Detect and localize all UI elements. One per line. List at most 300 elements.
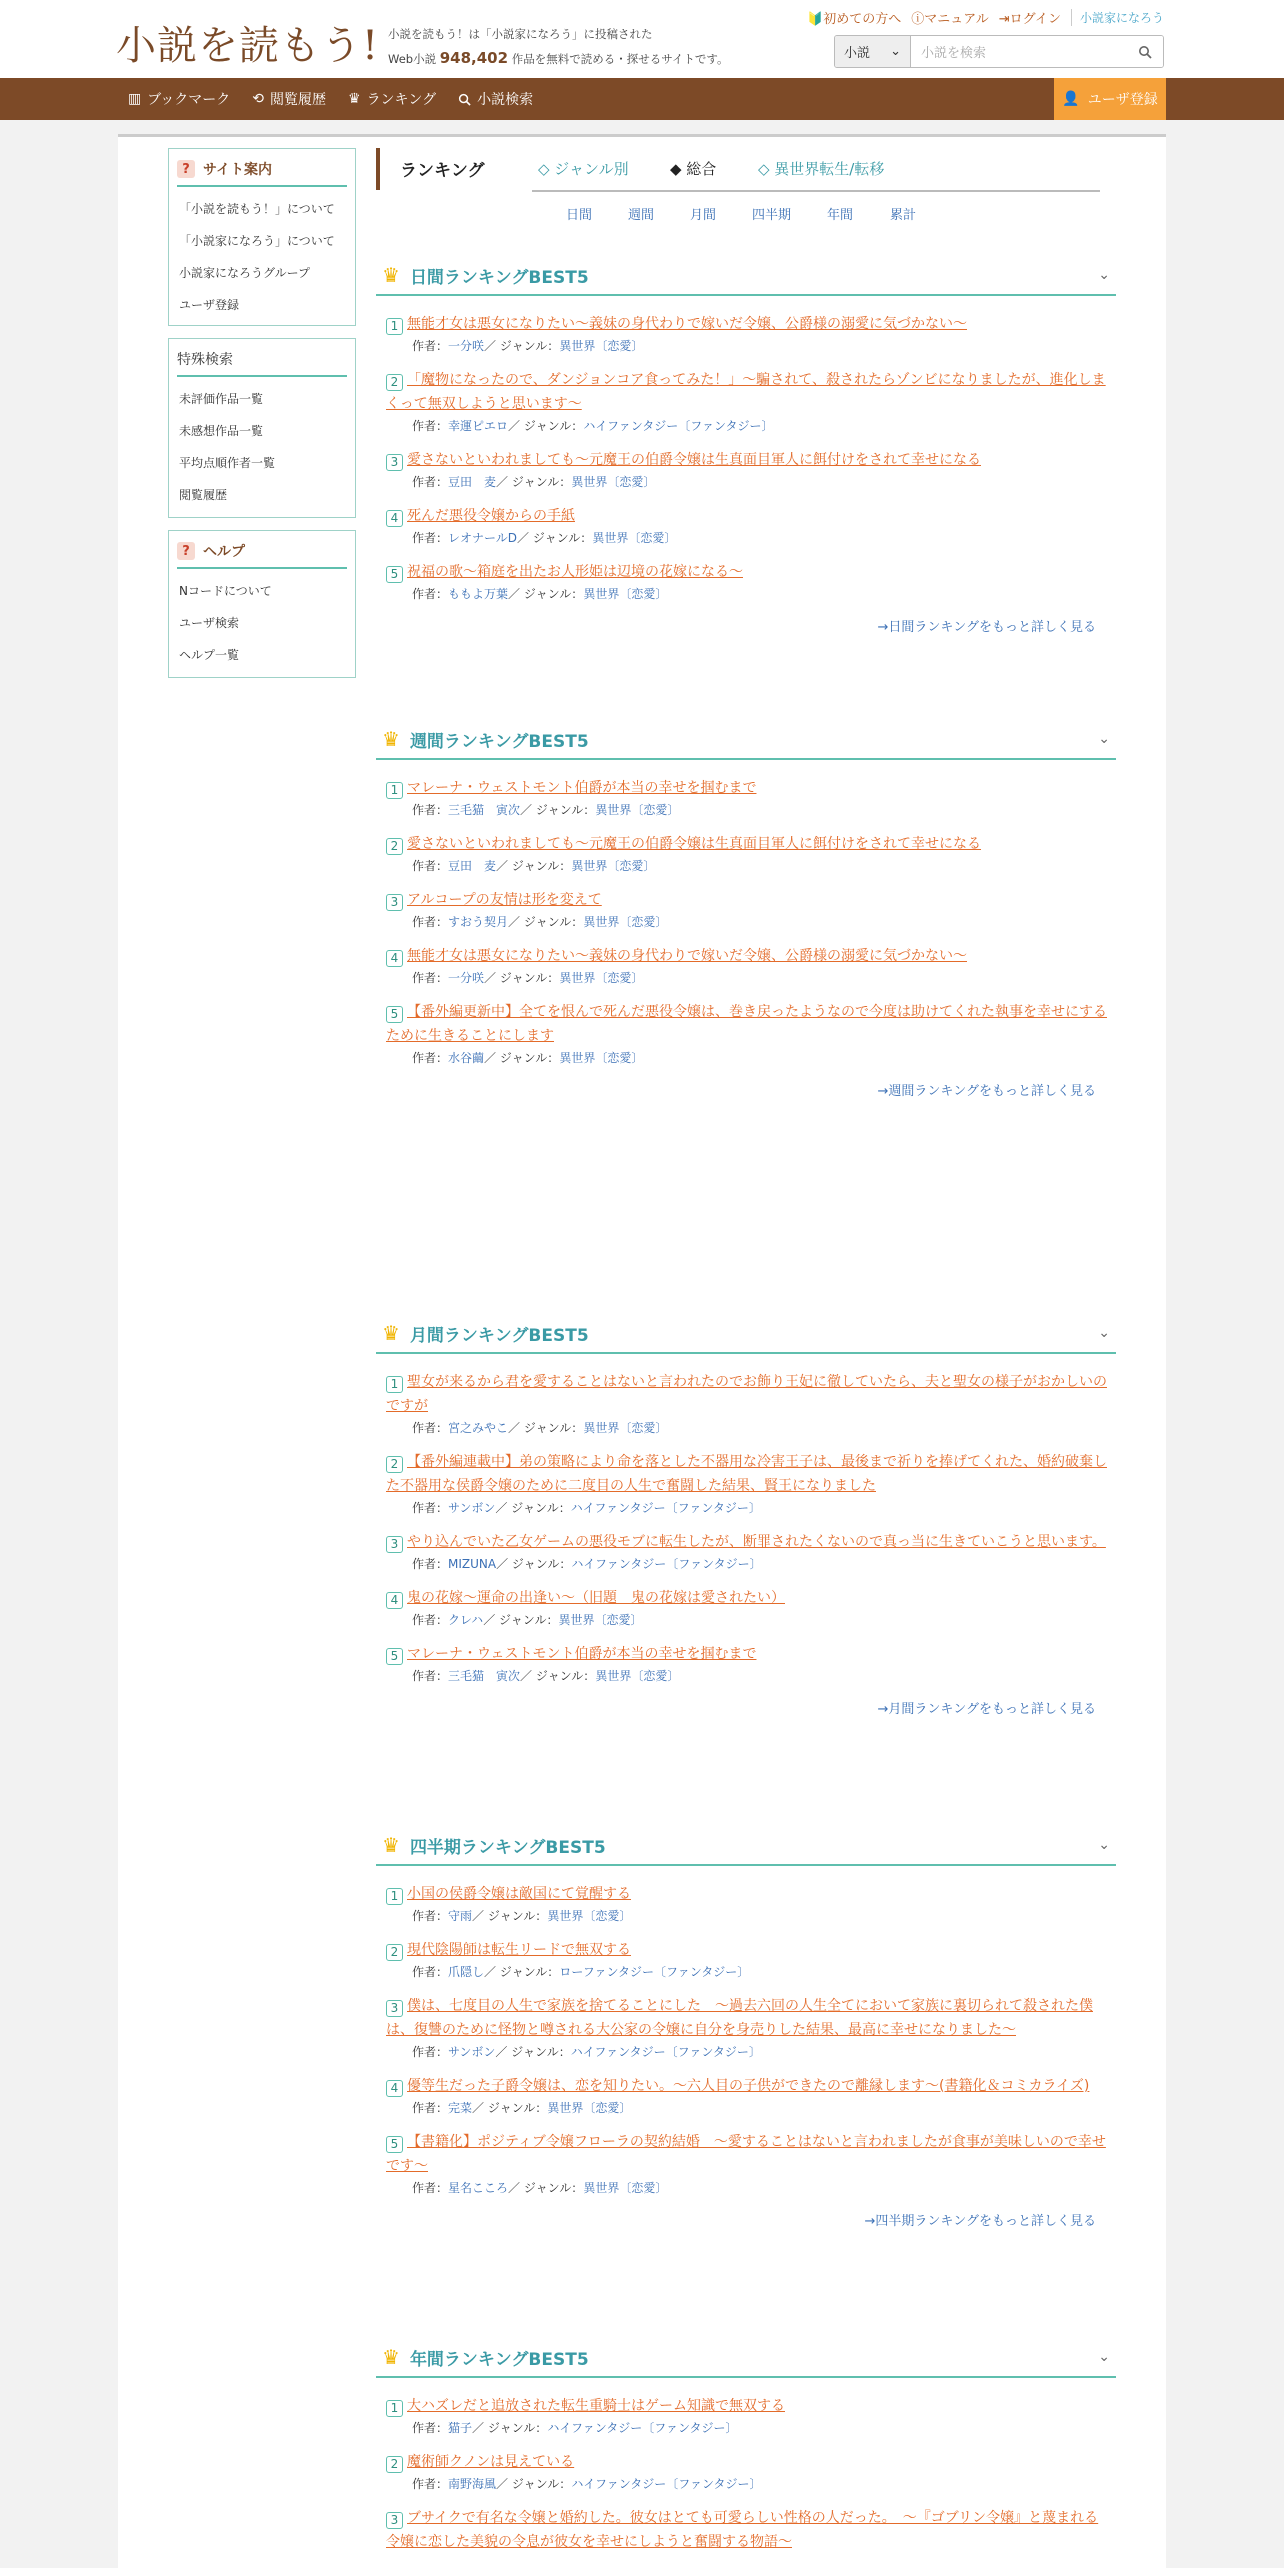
entry-title-line bbox=[386, 1586, 1108, 1610]
entry-list bbox=[376, 296, 1116, 604]
list-item bbox=[386, 1530, 1108, 1574]
entry-title-line bbox=[386, 504, 1108, 528]
entry-title-line bbox=[386, 1530, 1108, 1554]
author-link[interactable]: レオナールD bbox=[448, 531, 518, 545]
author-link[interactable]: すおう契月 bbox=[448, 915, 509, 929]
section-header[interactable] bbox=[376, 1826, 1116, 1866]
rank-number: 1 bbox=[386, 782, 403, 799]
rank-number: 1 bbox=[386, 2400, 403, 2417]
genre-link[interactable]: 異世界〔恋愛〕 bbox=[571, 475, 656, 489]
rank-number: 2 bbox=[386, 1944, 403, 1961]
genre-label: ／ ジャンル： bbox=[496, 2477, 572, 2491]
sidebar-heading: 特殊検索 bbox=[177, 349, 347, 377]
entry-title-line bbox=[386, 448, 1108, 472]
search-type-select[interactable]: 小説 ⌄ bbox=[835, 36, 911, 67]
rank-number: 3 bbox=[386, 2512, 403, 2529]
list-item bbox=[386, 1642, 1108, 1686]
genre-link[interactable]: ハイファンタジー〔ファンタジー〕 bbox=[583, 419, 774, 433]
entry-list bbox=[376, 2378, 1116, 2554]
sidebar-item[interactable]: 小説家になろうグループ bbox=[179, 266, 311, 280]
genre-link[interactable]: ハイファンタジー〔ファンタジー〕 bbox=[570, 2045, 761, 2059]
history-icon: ⟲ bbox=[252, 91, 264, 107]
section-title: 月間ランキングBEST5 bbox=[409, 1325, 589, 1346]
list-item bbox=[386, 2394, 1108, 2438]
genre-link[interactable]: ハイファンタジー〔ファンタジー〕 bbox=[571, 2477, 762, 2491]
entry-title-line bbox=[386, 2450, 1108, 2474]
section-title: 日間ランキングBEST5 bbox=[409, 267, 589, 288]
sidebar-item[interactable]: 閲覧履歴 bbox=[179, 488, 228, 502]
rank-number: 3 bbox=[386, 454, 403, 471]
entry-title-line bbox=[386, 1938, 1108, 1962]
rank-number: 4 bbox=[386, 1592, 403, 1609]
genre-link[interactable]: ハイファンタジー〔ファンタジー〕 bbox=[571, 1557, 762, 1571]
search-icon bbox=[458, 93, 471, 106]
genre-link[interactable]: 異世界〔恋愛〕 bbox=[558, 1613, 643, 1627]
author-label: 作者： bbox=[412, 2045, 449, 2059]
top-links bbox=[807, 8, 1164, 27]
genre-label: ／ ジャンル： bbox=[483, 1613, 559, 1627]
list-item bbox=[386, 1882, 1108, 1926]
genre-label: ／ ジャンル： bbox=[517, 531, 593, 545]
list-item bbox=[386, 888, 1108, 932]
novel-title-link[interactable]: 【番外編更新中】全てを恨んで死んだ悪役令嬢は、巻き戻ったようなので今度は助けてくれた執事を幸せにするために生きることにします bbox=[386, 1004, 1107, 1044]
more-link[interactable]: →四半期ランキングをもっと詳しく見る bbox=[864, 2214, 1096, 2229]
genre-label: ／ ジャンル： bbox=[472, 2101, 548, 2115]
genre-label: ／ ジャンル： bbox=[484, 971, 560, 985]
list-item bbox=[386, 944, 1108, 988]
section-header[interactable] bbox=[376, 2338, 1116, 2378]
search-button[interactable] bbox=[1127, 36, 1163, 67]
novel-title-link[interactable]: 魔術師クノンは見えている bbox=[407, 2454, 575, 2470]
sidebar-item[interactable]: ユーザ検索 bbox=[179, 616, 240, 630]
author-label: 作者： bbox=[412, 915, 449, 929]
novel-title-link[interactable]: マレーナ・ウェストモント伯爵が本当の幸せを掴むまで bbox=[407, 1646, 757, 1662]
chevron-down-icon[interactable]: ⌄ bbox=[1098, 1325, 1110, 1341]
rank-number: 2 bbox=[386, 1456, 403, 1473]
sidebar-item[interactable]: 「小説を読もう！」について bbox=[179, 202, 335, 216]
novel-title-link[interactable]: 聖女が来るから君を愛することはないと言われたのでお飾り王妃に徹していたら、夫と聖女の様子がおかしいのですが bbox=[386, 1374, 1107, 1414]
author-link[interactable]: 爪隠し bbox=[448, 1965, 485, 1979]
bookmark-icon: ▥ bbox=[128, 91, 142, 107]
period-monthly[interactable]: 月間 bbox=[690, 208, 717, 223]
search-bar bbox=[834, 35, 1164, 68]
rank-number: 1 bbox=[386, 1888, 403, 1905]
author-label: 作者： bbox=[412, 1501, 449, 1515]
novel-title-link[interactable]: 現代陰陽師は転生リードで無双する bbox=[407, 1942, 631, 1958]
author-link[interactable]: 猫子 bbox=[448, 2421, 473, 2435]
site-logo[interactable]: 小説を読もう! bbox=[116, 23, 380, 69]
section-title-wrap bbox=[382, 727, 589, 752]
author-label: 作者： bbox=[412, 475, 449, 489]
tab-isekai[interactable]: ◇ 異世界転生/転移 bbox=[758, 160, 885, 178]
author-link[interactable]: 完菜 bbox=[448, 2101, 473, 2115]
author-link[interactable]: サンボン bbox=[448, 1501, 496, 1515]
rank-number: 3 bbox=[386, 1536, 403, 1553]
genre-label: ／ ジャンル： bbox=[484, 1051, 560, 1065]
entry-meta bbox=[386, 1906, 1108, 1926]
entry-meta bbox=[386, 1498, 1108, 1518]
tab-overall[interactable]: ◆ 総合 bbox=[670, 160, 717, 178]
entry-meta bbox=[386, 528, 1108, 548]
entry-meta bbox=[386, 800, 1108, 820]
period-tabs bbox=[376, 204, 1116, 224]
rank-number: 3 bbox=[386, 2000, 403, 2017]
entry-title-line bbox=[386, 1450, 1108, 1498]
crown-icon: ♛ bbox=[382, 263, 400, 287]
genre-link[interactable]: 異世界〔恋愛〕 bbox=[583, 587, 668, 601]
author-label: 作者： bbox=[412, 2181, 449, 2195]
genre-link[interactable]: 異世界〔恋愛〕 bbox=[595, 1669, 680, 1683]
genre-link[interactable]: ローファンタジー〔ファンタジー〕 bbox=[559, 1965, 750, 1979]
section-header[interactable] bbox=[376, 256, 1116, 296]
genre-label: ／ ジャンル： bbox=[520, 1669, 596, 1683]
chevron-down-icon[interactable]: ⌄ bbox=[1098, 1837, 1110, 1853]
entry-meta bbox=[386, 856, 1108, 876]
beginner-link[interactable]: 🔰初めての方へ bbox=[807, 12, 902, 27]
period-quarterly[interactable]: 四半期 bbox=[752, 208, 792, 223]
novel-title-link[interactable]: アルコープの友情は形を変えて bbox=[407, 892, 602, 908]
entry-meta bbox=[386, 2098, 1108, 2118]
sidebar-item[interactable]: ユーザ登録 bbox=[179, 298, 240, 312]
rank-number: 1 bbox=[386, 1376, 403, 1393]
entry-title-line bbox=[386, 560, 1108, 584]
genre-link[interactable]: 異世界〔恋愛〕 bbox=[595, 803, 680, 817]
genre-label: ／ ジャンル： bbox=[495, 1501, 571, 1515]
register-button[interactable]: 👤 ユーザ登録 bbox=[1054, 78, 1166, 120]
novel-title-link[interactable]: 大ハズレだと追放された転生重騎士はゲーム知識で無双する bbox=[407, 2398, 785, 2414]
novel-title-link[interactable]: 小国の侯爵令嬢は敵国にて覚醒する bbox=[407, 1886, 631, 1902]
author-label: 作者： bbox=[412, 419, 449, 433]
author-label: 作者： bbox=[412, 2101, 449, 2115]
ranking-tabs bbox=[376, 148, 1096, 190]
author-label: 作者： bbox=[412, 1557, 449, 1571]
list-item bbox=[386, 504, 1108, 548]
more-link[interactable]: →日間ランキングをもっと詳しく見る bbox=[877, 620, 1096, 635]
section-title: 週間ランキングBEST5 bbox=[409, 731, 589, 752]
author-link[interactable]: 宮之みやこ bbox=[448, 1421, 509, 1435]
genre-label: ／ ジャンル： bbox=[508, 2181, 584, 2195]
list-item bbox=[386, 2130, 1108, 2198]
desc-line1: 小説を読もう！は「小説家になろう」に投稿された bbox=[388, 27, 653, 41]
genre-link[interactable]: 異世界〔恋愛〕 bbox=[547, 1909, 632, 1923]
rank-number: 4 bbox=[386, 510, 403, 527]
novel-title-link[interactable]: マレーナ・ウェストモント伯爵が本当の幸せを掴むまで bbox=[407, 780, 757, 796]
entry-meta bbox=[386, 336, 1108, 356]
search-input[interactable]: 小説を検索 bbox=[911, 36, 1127, 67]
author-link[interactable]: 一分咲 bbox=[448, 339, 485, 353]
author-label: 作者： bbox=[412, 339, 449, 353]
entry-title-line bbox=[386, 368, 1108, 416]
chevron-down-icon[interactable]: ⌄ bbox=[1098, 267, 1110, 283]
help-icon: ? bbox=[177, 160, 195, 178]
list-item bbox=[386, 2074, 1108, 2118]
genre-link[interactable]: ハイファンタジー〔ファンタジー〕 bbox=[570, 1501, 761, 1515]
entry-meta bbox=[386, 472, 1108, 492]
rank-number: 4 bbox=[386, 2080, 403, 2097]
entry-meta bbox=[386, 912, 1108, 932]
genre-link[interactable]: 異世界〔恋愛〕 bbox=[583, 2181, 668, 2195]
nav-search[interactable]: 小説検索 bbox=[458, 89, 533, 109]
entry-meta bbox=[386, 1610, 1108, 1630]
entry-title-line bbox=[386, 312, 1108, 336]
genre-link[interactable]: 異世界〔恋愛〕 bbox=[583, 915, 668, 929]
more-link[interactable]: →月間ランキングをもっと詳しく見る bbox=[877, 1702, 1096, 1717]
sidebar-item[interactable]: 未評価作品一覧 bbox=[179, 392, 264, 406]
list-item bbox=[386, 1450, 1108, 1518]
entry-meta bbox=[386, 1962, 1108, 1982]
entry-meta bbox=[386, 1666, 1108, 1686]
author-link[interactable]: 星名こころ bbox=[448, 2181, 509, 2195]
main-nav bbox=[0, 78, 1284, 120]
user-icon: 👤 bbox=[1062, 91, 1080, 107]
entry-title-line bbox=[386, 1370, 1108, 1418]
rank-number: 5 bbox=[386, 2136, 403, 2153]
genre-label: ／ ジャンル： bbox=[496, 475, 572, 489]
genre-link[interactable]: 異世界〔恋愛〕 bbox=[559, 1051, 644, 1065]
novel-title-link[interactable]: 優等生だった子爵令嬢は、恋を知りたい。～六人目の子供ができたので離縁します～(書籍化＆コミカライズ) bbox=[407, 2078, 1090, 2094]
author-label: 作者： bbox=[412, 1051, 449, 1065]
list-item bbox=[386, 2506, 1108, 2554]
author-link[interactable]: 南野海風 bbox=[448, 2477, 497, 2491]
entry-title-line bbox=[386, 832, 1108, 856]
sidebar-help bbox=[168, 530, 356, 678]
rank-number: 5 bbox=[386, 1006, 403, 1023]
novel-title-link[interactable]: ブサイクで有名な令嬢と婚約した。彼女はとても可愛らしい性格の人だった。 ～『ゴブリン令嬢』と蔑まれる令嬢に恋した美貌の令息が彼女を幸せにしようと奮闘する物語～ bbox=[386, 2510, 1099, 2550]
entry-title-line bbox=[386, 2394, 1108, 2418]
author-link[interactable]: 幸運ピエロ bbox=[448, 419, 509, 433]
entry-list bbox=[376, 1866, 1116, 2198]
genre-label: ／ ジャンル： bbox=[508, 1421, 584, 1435]
entry-title-line bbox=[386, 1642, 1108, 1666]
genre-label: ／ ジャンル： bbox=[484, 339, 560, 353]
genre-label: ／ ジャンル： bbox=[508, 419, 584, 433]
novel-title-link[interactable]: 無能才女は悪女になりたい～義妹の身代わりで嫁いだ令嬢、公爵様の溺愛に気づかない～ bbox=[407, 316, 967, 332]
novel-title-link[interactable]: 鬼の花嫁～運命の出逢い～（旧題 鬼の花嫁は愛されたい） bbox=[407, 1590, 785, 1606]
entry-meta bbox=[386, 1048, 1108, 1068]
genre-link[interactable]: 異世界〔恋愛〕 bbox=[571, 859, 656, 873]
chevron-down-icon[interactable]: ⌄ bbox=[1098, 2349, 1110, 2365]
author-label: 作者： bbox=[412, 1909, 449, 1923]
author-label: 作者： bbox=[412, 803, 449, 817]
entry-title-line bbox=[386, 1000, 1108, 1048]
genre-label: ／ ジャンル： bbox=[484, 1965, 560, 1979]
help-icon: ? bbox=[177, 542, 195, 560]
ranking-section bbox=[376, 256, 1116, 635]
author-label: 作者： bbox=[412, 587, 449, 601]
desc-line2: Web小説 948,402 作品を無料で読める・探せるサイトです。 bbox=[388, 49, 729, 67]
entry-meta bbox=[386, 2178, 1108, 2198]
list-item bbox=[386, 1370, 1108, 1438]
sidebar-item[interactable]: Nコードについて bbox=[179, 584, 272, 598]
genre-label: ／ ジャンル： bbox=[495, 2045, 571, 2059]
entry-title-line bbox=[386, 2074, 1108, 2098]
author-link[interactable]: 一分咲 bbox=[448, 971, 485, 985]
section-title-wrap bbox=[382, 263, 589, 288]
entry-title-line bbox=[386, 1994, 1108, 2042]
section-header[interactable] bbox=[376, 720, 1116, 760]
novel-title-link[interactable]: 【番外編連載中】弟の策略により命を落とした不器用な冷害王子は、最後まで祈りを捧げてくれた、婚約破棄した不器用な侯爵令嬢のために二度目の人生で奮闘した結果、賢王になりました bbox=[386, 1454, 1107, 1494]
author-label: 作者： bbox=[412, 2477, 449, 2491]
author-link[interactable]: 守雨 bbox=[448, 1909, 473, 1923]
entry-meta bbox=[386, 1554, 1108, 1574]
work-count: 948,402 bbox=[439, 49, 509, 67]
period-total[interactable]: 累計 bbox=[890, 208, 917, 223]
site-header bbox=[0, 0, 1284, 78]
manual-link[interactable]: ⓘマニュアル bbox=[911, 12, 989, 27]
genre-link[interactable]: ハイファンタジー〔ファンタジー〕 bbox=[547, 2421, 738, 2435]
author-label: 作者： bbox=[412, 1613, 449, 1627]
genre-label: ／ ジャンル： bbox=[472, 1909, 548, 1923]
author-label: 作者： bbox=[412, 1965, 449, 1979]
entry-list bbox=[376, 1354, 1116, 1686]
entry-meta bbox=[386, 2474, 1108, 2494]
author-link[interactable]: MIZUNA bbox=[448, 1557, 497, 1571]
genre-label: ／ ジャンル： bbox=[496, 1557, 572, 1571]
rank-number: 1 bbox=[386, 318, 403, 335]
rank-number: 3 bbox=[386, 894, 403, 911]
sidebar-heading: ? サイト案内 bbox=[177, 159, 347, 187]
novel-title-link[interactable]: 死んだ悪役令嬢からの手紙 bbox=[407, 508, 575, 524]
novel-title-link[interactable]: 「魔物になったので、ダンジョンコア食ってみた！」～騙されて、殺されたらゾンビになりましたが、進化しまくって無双しようと思います～ bbox=[386, 372, 1106, 412]
genre-link[interactable]: 異世界〔恋愛〕 bbox=[592, 531, 677, 545]
author-link[interactable]: クレハ bbox=[448, 1613, 484, 1627]
rank-number: 5 bbox=[386, 566, 403, 583]
crown-icon: ♛ bbox=[382, 2345, 400, 2369]
author-label: 作者： bbox=[412, 859, 449, 873]
narou-logo[interactable]: 小説家になろう bbox=[1071, 9, 1164, 26]
genre-label: ／ ジャンル： bbox=[496, 859, 572, 873]
rank-number: 5 bbox=[386, 1648, 403, 1665]
author-link[interactable]: ももよ万葉 bbox=[448, 587, 509, 601]
period-weekly[interactable]: 週間 bbox=[628, 208, 655, 223]
novel-title-link[interactable]: 【書籍化】ポジティブ令嬢フローラの契約結婚 ～愛することはないと言われましたが食事が美味しいので幸せです～ bbox=[386, 2134, 1106, 2174]
content-divider bbox=[118, 134, 1166, 137]
crown-icon: ♛ bbox=[348, 91, 361, 107]
ranking-title: ランキング bbox=[400, 161, 485, 181]
entry-title-line bbox=[386, 776, 1108, 800]
section-title: 四半期ランキングBEST5 bbox=[409, 1837, 606, 1858]
crown-icon: ♛ bbox=[382, 727, 400, 751]
list-item bbox=[386, 776, 1108, 820]
period-daily[interactable]: 日間 bbox=[566, 208, 593, 223]
login-link[interactable]: ⇥ログイン bbox=[998, 12, 1061, 27]
entry-list bbox=[376, 760, 1116, 1068]
ranking-section bbox=[376, 1314, 1116, 1717]
crown-icon: ♛ bbox=[382, 1321, 400, 1345]
section-title-wrap bbox=[382, 1321, 589, 1346]
list-item bbox=[386, 560, 1108, 604]
novel-title-link[interactable]: 愛さないといわれましても～元魔王の伯爵令嬢は生真面目軍人に餌付けをされて幸せになる bbox=[407, 452, 981, 468]
list-item bbox=[386, 448, 1108, 492]
sidebar-item[interactable]: ヘルプ一覧 bbox=[179, 648, 240, 662]
author-link[interactable]: 水谷繭 bbox=[448, 1051, 485, 1065]
site-description bbox=[388, 22, 729, 71]
author-link[interactable]: 豆田 麦 bbox=[448, 859, 497, 873]
list-item bbox=[386, 1000, 1108, 1068]
chevron-down-icon[interactable]: ⌄ bbox=[1098, 731, 1110, 747]
novel-title-link[interactable]: 無能才女は悪女になりたい～義妹の身代わりで嫁いだ令嬢、公爵様の溺愛に気づかない～ bbox=[407, 948, 967, 964]
list-item bbox=[386, 2450, 1108, 2494]
entry-meta bbox=[386, 2042, 1108, 2062]
list-item bbox=[386, 368, 1108, 436]
list-item bbox=[386, 1994, 1108, 2062]
period-yearly[interactable]: 年間 bbox=[827, 208, 854, 223]
entry-title-line bbox=[386, 2506, 1108, 2554]
ranking-section bbox=[376, 1826, 1116, 2229]
list-item bbox=[386, 312, 1108, 356]
sidebar-item[interactable]: 「小説家になろう」について bbox=[179, 234, 335, 248]
genre-link[interactable]: 異世界〔恋愛〕 bbox=[559, 971, 644, 985]
genre-label: ／ ジャンル： bbox=[508, 915, 584, 929]
genre-label: ／ ジャンル： bbox=[520, 803, 596, 817]
author-label: 作者： bbox=[412, 971, 449, 985]
genre-link[interactable]: 異世界〔恋愛〕 bbox=[583, 1421, 668, 1435]
rank-number: 2 bbox=[386, 374, 403, 391]
search-icon bbox=[1138, 45, 1152, 59]
sidebar-item[interactable]: 平均点順作者一覧 bbox=[179, 456, 276, 470]
section-header[interactable] bbox=[376, 1314, 1116, 1354]
nav-history[interactable]: ⟲ 閲覧履歴 bbox=[252, 91, 326, 108]
tab-genre[interactable]: ◇ ジャンル別 bbox=[538, 160, 629, 178]
entry-meta bbox=[386, 1418, 1108, 1438]
author-label: 作者： bbox=[412, 2421, 449, 2435]
entry-meta bbox=[386, 584, 1108, 604]
crown-icon: ♛ bbox=[382, 1833, 400, 1857]
genre-link[interactable]: 異世界〔恋愛〕 bbox=[547, 2101, 632, 2115]
ranking-section bbox=[376, 2338, 1116, 2566]
sidebar-item[interactable]: 未感想作品一覧 bbox=[179, 424, 264, 438]
list-item bbox=[386, 832, 1108, 876]
nav-ranking[interactable]: ♛ ランキング bbox=[348, 91, 437, 108]
ranking-section bbox=[376, 720, 1116, 1099]
entry-title-line bbox=[386, 1882, 1108, 1906]
rank-number: 2 bbox=[386, 838, 403, 855]
more-link[interactable]: →週間ランキングをもっと詳しく見る bbox=[877, 1084, 1096, 1099]
chevron-down-icon: ⌄ bbox=[890, 44, 901, 59]
rank-number: 4 bbox=[386, 950, 403, 967]
author-link[interactable]: サンボン bbox=[448, 2045, 496, 2059]
rank-number: 2 bbox=[386, 2456, 403, 2473]
sidebar-heading: ? ヘルプ bbox=[177, 541, 347, 569]
genre-label: ／ ジャンル： bbox=[508, 587, 584, 601]
entry-meta bbox=[386, 2418, 1108, 2438]
entry-title-line bbox=[386, 2130, 1108, 2178]
list-item bbox=[386, 1586, 1108, 1630]
novel-title-link[interactable]: 愛さないといわれましても～元魔王の伯爵令嬢は生真面目軍人に餌付けをされて幸せになる bbox=[407, 836, 981, 852]
entry-title-line bbox=[386, 888, 1108, 912]
novel-title-link[interactable]: やり込んでいた乙女ゲームの悪役モブに転生したが、断罪されたくないので真っ当に生きていこうと思います。 bbox=[407, 1534, 1106, 1550]
tab-underline bbox=[532, 190, 1100, 192]
section-title-wrap bbox=[382, 1833, 606, 1858]
nav-bookmark[interactable]: ▥ ブックマーク bbox=[128, 91, 231, 108]
author-link[interactable]: 豆田 麦 bbox=[448, 475, 497, 489]
entry-title-line bbox=[386, 944, 1108, 968]
section-title: 年間ランキングBEST5 bbox=[409, 2349, 589, 2370]
list-item bbox=[386, 1938, 1108, 1982]
author-label: 作者： bbox=[412, 1669, 449, 1683]
novel-title-link[interactable]: 僕は、七度目の人生で家族を捨てることにした ～過去六回の人生全てにおいて家族に裏切られて殺された僕は、復讐のために怪物と噂される大公家の令嬢に自分を身売りした結果、最高に幸せになりました～ bbox=[386, 1998, 1093, 2038]
genre-link[interactable]: 異世界〔恋愛〕 bbox=[559, 339, 644, 353]
novel-title-link[interactable]: 祝福の歌～箱庭を出たお人形姫は辺境の花嫁になる～ bbox=[407, 564, 743, 580]
entry-meta bbox=[386, 416, 1108, 436]
author-label: 作者： bbox=[412, 531, 449, 545]
section-title-wrap bbox=[382, 2345, 589, 2370]
entry-meta bbox=[386, 968, 1108, 988]
sidebar-site-guide bbox=[168, 148, 356, 326]
author-link[interactable]: 三毛猫 寅次 bbox=[448, 803, 521, 817]
author-link[interactable]: 三毛猫 寅次 bbox=[448, 1669, 521, 1683]
genre-label: ／ ジャンル： bbox=[472, 2421, 548, 2435]
